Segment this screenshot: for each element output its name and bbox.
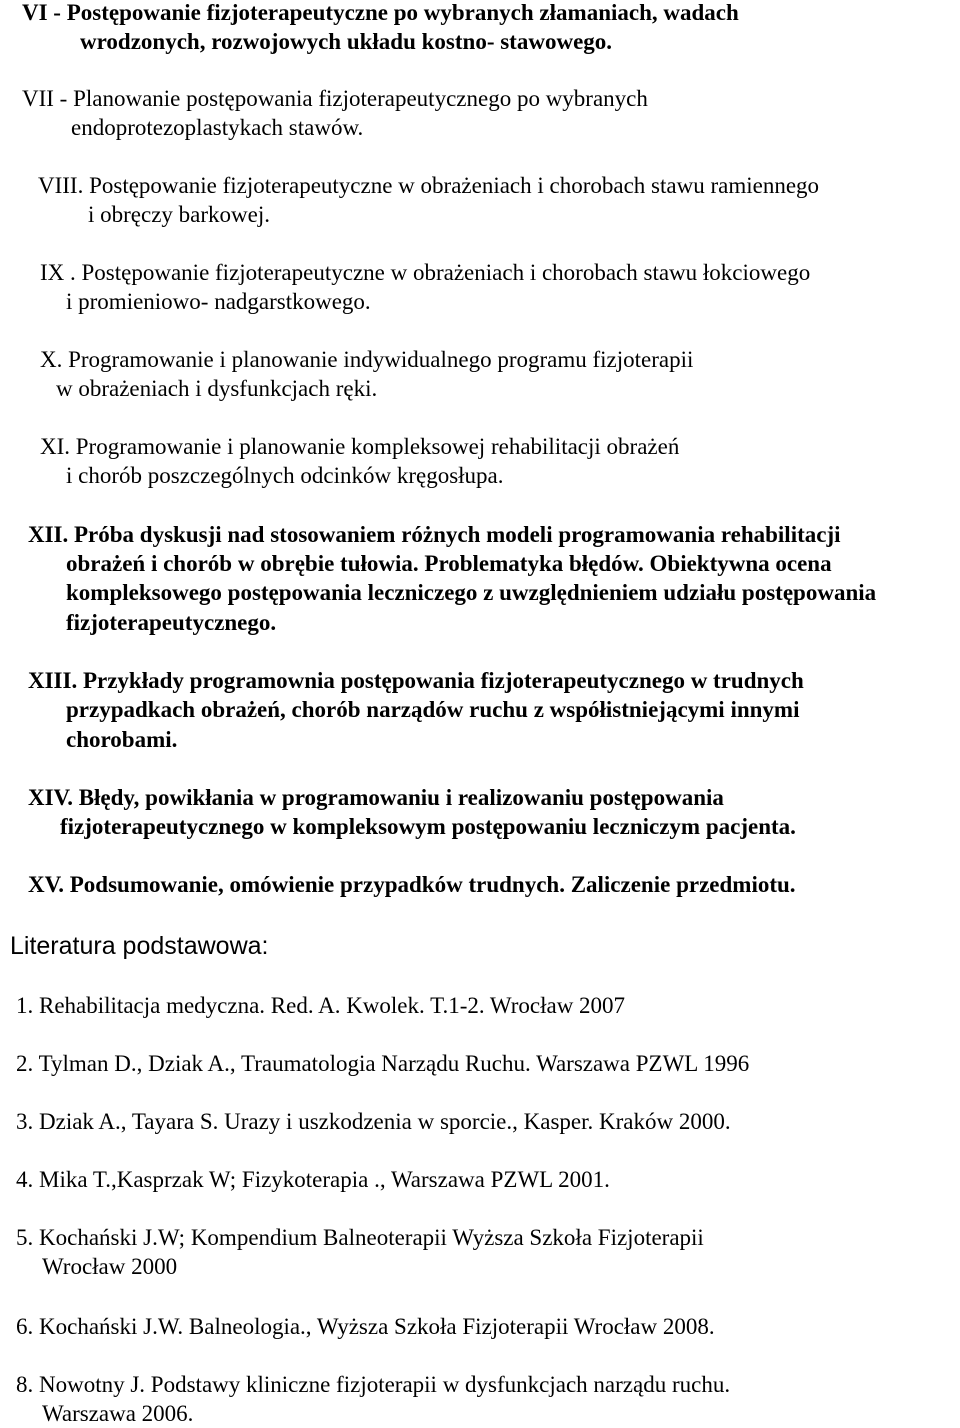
topic-line: XI. Programowanie i planowanie kompleksowej rehabilitacji obrażeń <box>40 434 680 459</box>
literature-item: 3. Dziak A., Tayara S. Urazy i uszkodzenia w sporcie., Kasper. Kraków 2000. <box>16 1109 731 1134</box>
topic-line: VI - Postępowanie fizjoterapeutyczne po wybranych złamaniach, wadach <box>22 0 739 25</box>
literature-line: Warszawa 2006. <box>42 1401 194 1426</box>
topic-line: i chorób poszczególnych odcinków kręgosłupa. <box>66 463 504 488</box>
topic-line: w obrażeniach i dysfunkcjach ręki. <box>56 376 378 401</box>
topic-line: przypadkach obrażeń, chorób narządów ruchu z współistniejącymi innymi <box>66 697 800 722</box>
topic-line: XIV. Błędy, powikłania w programowaniu i realizowaniu postępowania <box>28 785 724 810</box>
topic-line: XII. Próba dyskusji nad stosowaniem różnych modeli programowania rehabilitacji <box>28 522 841 547</box>
topic-line: X. Programowanie i planowanie indywidualnego programu fizjoterapii <box>40 347 694 372</box>
topic-line: XIII. Przykłady programownia postępowania fizjoterapeutycznego w trudnych <box>28 668 804 693</box>
topic-line: VII - Planowanie postępowania fizjoterapeutycznego po wybranych <box>22 86 648 111</box>
topic-line: IX . Postępowanie fizjoterapeutyczne w obrażeniach i chorobach stawu łokciowego <box>40 260 811 285</box>
topic-line: i promieniowo- nadgarstkowego. <box>66 289 371 314</box>
topic-line: kompleksowego postępowania leczniczego z uwzględnieniem udziału postępowania <box>66 580 877 605</box>
topic-line: wrodzonych, rozwojowych układu kostno- stawowego. <box>80 29 613 54</box>
topic-line: endoprotezoplastykach stawów. <box>71 115 364 140</box>
topic-line: fizjoterapeutycznego. <box>66 610 277 635</box>
topic-line: i obręczy barkowej. <box>88 202 271 227</box>
literature-heading: Literatura podstawowa: <box>10 932 269 960</box>
literature-item: 2. Tylman D., Dziak A., Traumatologia Narządu Ruchu. Warszawa PZWL 1996 <box>16 1051 750 1076</box>
topic-line: chorobami. <box>66 727 178 752</box>
literature-item: 4. Mika T.,Kasprzak W; Fizykoterapia ., Warszawa PZWL 2001. <box>16 1167 610 1192</box>
literature-line: Wrocław 2000 <box>42 1254 178 1279</box>
topic-line: obrażeń i chorób w obrębie tułowia. Problematyka błędów. Obiektywna ocena <box>66 551 832 576</box>
literature-line: 5. Kochański J.W; Kompendium Balneoterapii Wyższa Szkoła Fizjoterapii <box>16 1225 704 1250</box>
topic-line: VIII. Postępowanie fizjoterapeutyczne w obrażeniach i chorobach stawu ramiennego <box>38 173 820 198</box>
topic-line: XV. Podsumowanie, omówienie przypadków trudnych. Zaliczenie przedmiotu. <box>28 872 796 897</box>
topic-line: fizjoterapeutycznego w kompleksowym postępowaniu leczniczym pacjenta. <box>60 814 796 839</box>
literature-item: 1. Rehabilitacja medyczna. Red. A. Kwolek. T.1-2. Wrocław 2007 <box>16 993 626 1018</box>
literature-line: 8. Nowotny J. Podstawy kliniczne fizjoterapii w dysfunkcjach narządu ruchu. <box>16 1372 731 1397</box>
literature-item: 6. Kochański J.W. Balneologia., Wyższa Szkoła Fizjoterapii Wrocław 2008. <box>16 1314 715 1339</box>
